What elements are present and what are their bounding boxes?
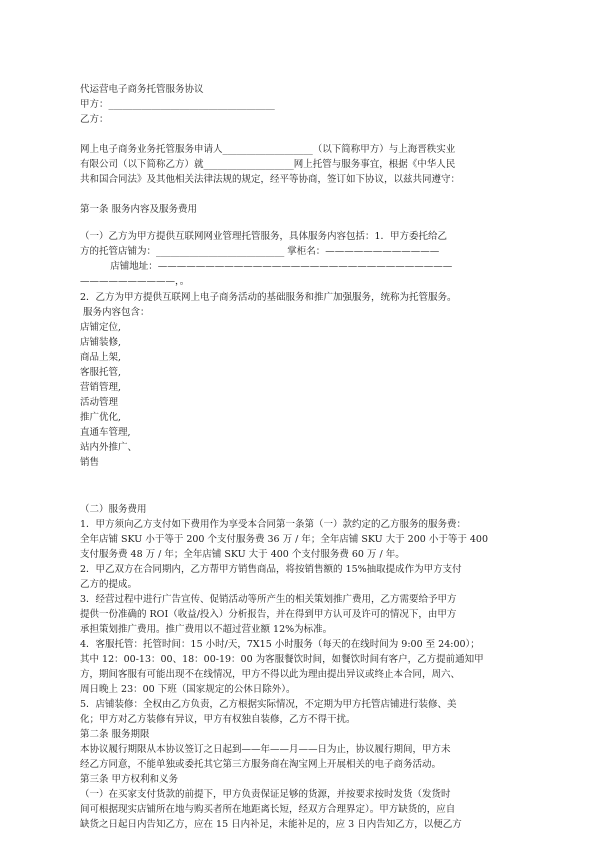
intro-line: 共和国合同法》及其他相关法律法规的规定，经平等协商，签订如下协议，以兹共同遵守： bbox=[80, 174, 461, 185]
service-item: 站内外推广、 bbox=[80, 442, 138, 453]
fees-line: 全年店铺 SKU 小于等于 200 个支付服务费 36 万 / 年；全年店铺 SKU 大于 200 小于等于 400 bbox=[80, 534, 488, 545]
service-item: 客服托管, bbox=[80, 367, 122, 378]
service-item: 直通车管理, bbox=[80, 427, 131, 438]
service-item: 店铺装修, bbox=[80, 337, 122, 348]
section-1-line: （一）乙方为甲方提供互联网网业管理托管服务，具体服务内容包括：1．甲方委托给乙 bbox=[80, 231, 448, 242]
article-2-line: 本协议履行期限从本协议签订之日起到——年——月——日为止，协议履行期间，甲方未 bbox=[80, 744, 451, 755]
fees-line: 提供一份准确的 ROI（收益/投入）分析报告，并在得到甲方认可及许可的情况下，由甲方 bbox=[80, 609, 457, 620]
party-a-line: 甲方：___________________________________ bbox=[80, 99, 275, 110]
fees-line: 化；甲方对乙方装修有异议，甲方有权独自装修，乙方不得干扰。 bbox=[80, 714, 356, 725]
article-3-line: 间可根据现实店铺所在地与购买者所在地距离长短，经双方合理界定）。甲方缺货的，应自 bbox=[80, 804, 456, 815]
fees-line: 承担策划推广费用。推广费用以不超过营业额 12%为标准。 bbox=[80, 624, 333, 635]
article-2-line: 经乙方同意，不能单独或委托其它第三方服务商在淘宝网上开展相关的电子商务活动。 bbox=[80, 759, 442, 770]
party-b-line: 乙方： bbox=[80, 114, 109, 125]
service-item: 销售 bbox=[80, 457, 100, 468]
fees-heading: （二）服务费用 bbox=[80, 504, 147, 515]
fees-line: 4．客服托管：托管时间：15 小时/天，7X15 小时服务（每天的在线时间为 9:00 至 24:00）； bbox=[80, 639, 480, 650]
service-item: 营销管理, bbox=[80, 382, 122, 393]
service-item: 店铺定位, bbox=[80, 322, 122, 333]
article-3-line: 缺货之日起日内告知乙方，应在 15 日内补足，未能补足的，应 3 日内告知乙方，以便乙方 bbox=[80, 819, 462, 830]
fees-line: 支付服务费 48 万 / 年；全年店铺 SKU 大于 400 个支付服务费 60 万 / 年。 bbox=[80, 549, 405, 560]
service-item: 活动管理 bbox=[80, 397, 119, 408]
service-item: 推广优化, bbox=[80, 412, 122, 423]
fees-line: 1．甲方须向乙方支付如下费用作为享受本合同第一条第（一）款约定的乙方服务的服务费： bbox=[80, 519, 467, 530]
intro-line: 有限公司（以下简称乙方）就___________________网上托管与服务事宜，根据《中华人民 bbox=[80, 159, 456, 170]
doc-title: 代运营电子商务托管服务协议 bbox=[80, 84, 204, 95]
article-3-heading: 第三条 甲方权利和义务 bbox=[80, 774, 179, 785]
fees-line: 乙方的提成。 bbox=[80, 579, 138, 590]
fees-line: 2．甲乙双方在合同期内，乙方帮甲方销售商品，将按销售额的 15%抽取提成作为甲方支付 bbox=[80, 564, 462, 575]
service-item: 商品上架, bbox=[80, 352, 122, 363]
fees-line: 其中 12：00-13：00、18：00-19：00 为客服餐饮时间，如餐饮时间有客户，乙方提前通知甲 bbox=[80, 654, 484, 665]
intro-line: 网上电子商务业务托管服务申请人___________________（以下简称甲方）与上海晋秩实业 bbox=[80, 144, 456, 155]
section-1-line: 店铺地址：——————————————————————————————— bbox=[80, 261, 453, 272]
fees-line: 方，期间客服有可能出现不在线情况，甲方不得以此为理由提出异议或终止本合同，周六、 bbox=[80, 669, 461, 680]
fees-line: 5．店铺装修：全权由乙方负责，乙方根据实际情况，不定期为甲方托管店铺进行装修、美 bbox=[80, 699, 457, 710]
fees-line: 周日晚上 23：00 下班（国家规定的公休日除外）。 bbox=[80, 684, 296, 695]
section-1-line: 方的托管店铺为：___________________________ 掌柜名：———————————— bbox=[80, 246, 440, 257]
article-3-line: （一）在买家支付货款的前提下，甲方负责保证足够的货源，并按要求按时发货（发货时 bbox=[80, 789, 451, 800]
section-1-line: ——————————，。 bbox=[80, 276, 190, 287]
article-1-heading: 第一条 服务内容及服务费用 bbox=[80, 204, 198, 215]
fees-line: 3．经营过程中进行广告宣传、促销活动等所产生的相关策划推广费用，乙方需要给予甲方 bbox=[80, 594, 457, 605]
section-2-line: 2．乙方为甲方提供互联网上电子商务活动的基础服务和推广加强服务，统称为托管服务。 bbox=[80, 292, 457, 303]
article-2-heading: 第二条 服务期限 bbox=[80, 729, 150, 740]
section-2-line: 服务内容包含： bbox=[80, 307, 150, 318]
